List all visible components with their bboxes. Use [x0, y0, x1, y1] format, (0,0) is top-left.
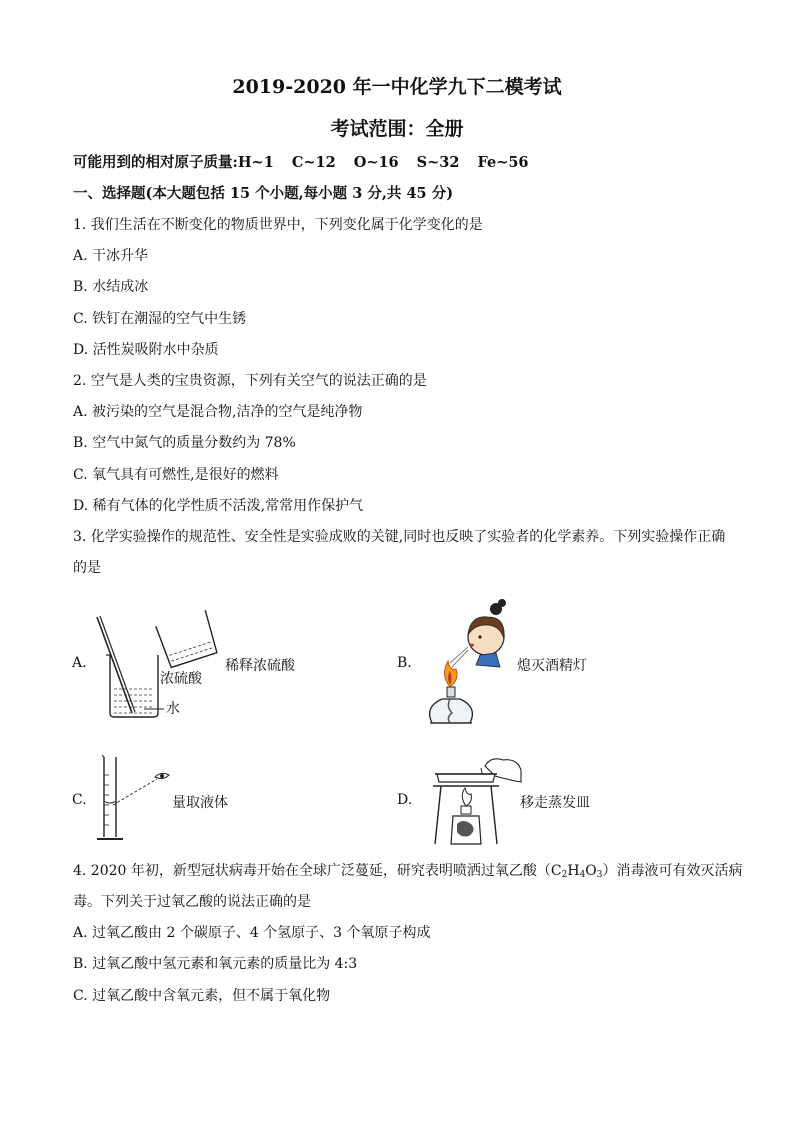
exam-title: 2019-2020 年一中化学九下二模考试	[232, 76, 562, 98]
q4-stem-post: ）消毒液可有效灭活病	[602, 863, 743, 879]
q1-stem: 1. 我们生活在不断变化的物质世界中，下列变化属于化学变化的是	[73, 217, 483, 233]
dilute-acid-figure	[92, 605, 232, 725]
q1-option-c: C. 铁钉在潮湿的空气中生锈	[73, 311, 247, 327]
q2-option-b: B. 空气中氮气的质量分数约为 78%	[73, 435, 296, 451]
acid-label: 浓硫酸	[160, 671, 202, 687]
atomic-mass-o: O~16	[353, 154, 399, 171]
q3-stem-line2: 的是	[73, 560, 101, 576]
q2-option-c: C. 氧气具有可燃性,是很好的燃料	[73, 467, 279, 483]
atomic-mass-label: 可能用到的相对原子质量:	[73, 154, 238, 171]
section-heading: 一、选择题(本大题包括 15 个小题,每小题 3 分,共 45 分)	[73, 185, 454, 202]
atomic-mass-c: C~12	[291, 154, 336, 171]
q3-option-d-letter: D.	[397, 792, 413, 808]
q3-option-c-caption: 量取液体	[172, 795, 228, 811]
q4-stem-line2: 毒。下列关于过氧乙酸的说法正确的是	[73, 894, 311, 910]
q4-stem-line1	[73, 860, 743, 880]
atomic-mass-line	[73, 151, 529, 172]
exam-scope: 考试范围：全册	[330, 118, 464, 140]
atomic-mass-s: S~32	[416, 154, 460, 171]
q1-option-a: A. 干冰升华	[73, 248, 149, 264]
q3-option-b-letter: B.	[397, 655, 412, 671]
evaporating-dish-figure	[425, 752, 525, 847]
graduated-cylinder-figure	[95, 755, 175, 845]
q4-option-c: C. 过氧乙酸中含氧元素，但不属于氧化物	[73, 988, 331, 1004]
q2-option-d: D. 稀有气体的化学性质不活泼,常常用作保护气	[73, 498, 364, 514]
q2-option-a: A. 被污染的空气是混合物,洁净的空气是纯净物	[73, 404, 363, 420]
q4-option-a: A. 过氧乙酸由 2 个碳原子、4 个氢原子、3 个氧原子构成	[73, 925, 431, 941]
q1-option-b: B. 水结成冰	[73, 279, 149, 295]
q3-option-a-letter: A.	[72, 655, 87, 671]
alcohol-lamp-figure	[420, 595, 520, 730]
q3-option-a-caption: 稀释浓硫酸	[225, 658, 295, 674]
atomic-mass-fe: Fe~56	[477, 154, 529, 171]
q3-option-d-caption: 移走蒸发皿	[520, 795, 590, 811]
q3-option-b-caption: 熄灭酒精灯	[517, 658, 587, 674]
q4-option-b: B. 过氧乙酸中氢元素和氧元素的质量比为 4:3	[73, 956, 358, 972]
q2-stem: 2. 空气是人类的宝贵资源，下列有关空气的说法正确的是	[73, 373, 427, 389]
atomic-mass-h: H~1	[237, 154, 274, 171]
q1-option-d: D. 活性炭吸附水中杂质	[73, 342, 219, 358]
peracetic-acid-formula: $C_2H_4O_3$	[550, 863, 603, 880]
q4-stem-pre: 4. 2020 年初，新型冠状病毒开始在全球广泛蔓延，研究表明喷洒过氧乙酸（	[73, 863, 551, 879]
water-label: 水	[166, 701, 180, 717]
q3-stem-line1: 3. 化学实验操作的规范性、安全性是实验成败的关键,同时也反映了实验者的化学素养。下列实验操作正确	[73, 529, 726, 545]
q3-option-c-letter: C.	[72, 792, 87, 808]
